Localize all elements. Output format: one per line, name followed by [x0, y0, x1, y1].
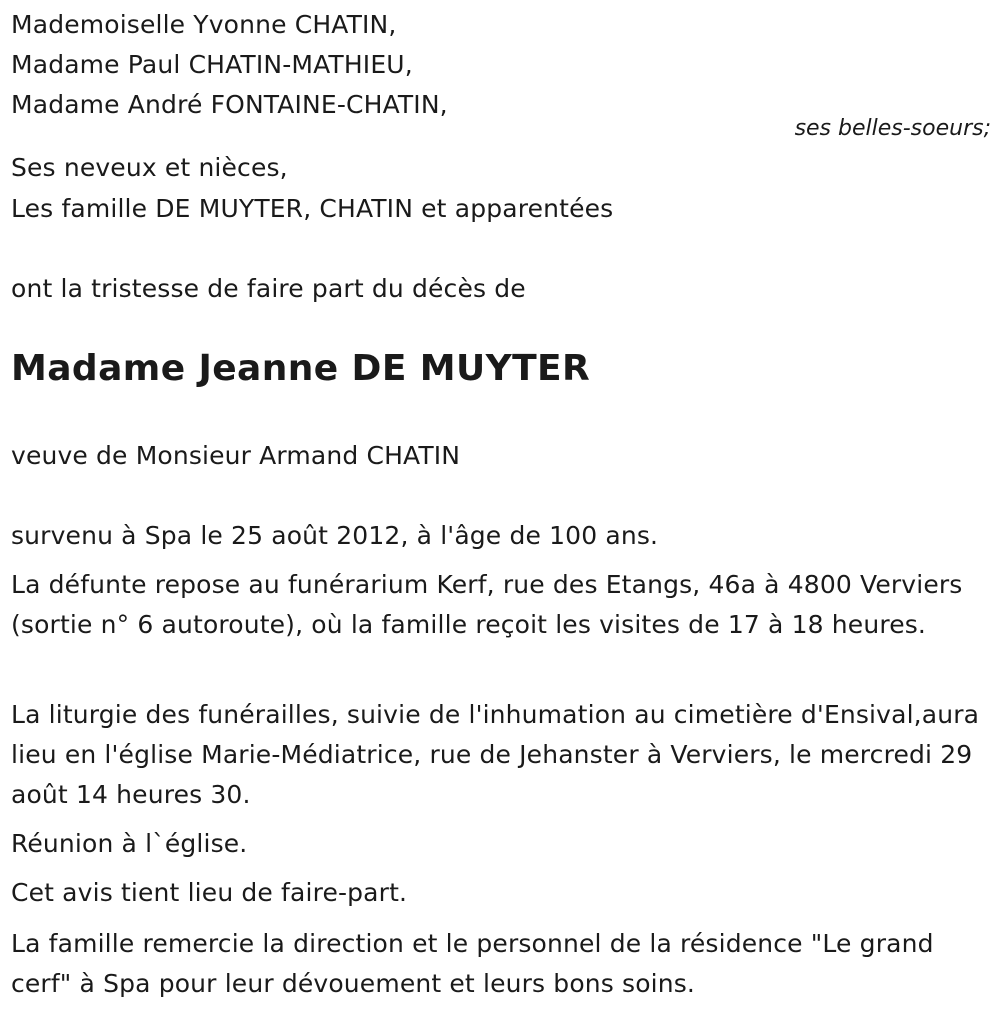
funeral-service-paragraph: La liturgie des funérailles, suivie de l'inhumation au cimetière d'Ensival,aura lieu en l'église Marie-Médiatrice, rue de Jehanster à Verviers, le mercredi 29 août 14 heures 30.: [11, 700, 980, 809]
families-line: Les famille DE MUYTER, CHATIN et apparentées: [11, 194, 614, 223]
funeral-home-paragraph: La défunte repose au funérarium Kerf, rue des Etangs, 46a à 4800 Verviers (sortie n° 6 autoroute), où la famille reçoit les visites de 17 à 18 heures.: [11, 570, 963, 639]
sister-in-law-1: Mademoiselle Yvonne CHATIN,: [11, 10, 397, 39]
notice-line: Cet avis tient lieu de faire-part.: [11, 878, 408, 907]
spouse-line: veuve de Monsieur Armand CHATIN: [11, 441, 461, 470]
sisters-in-law-role: ses belles-soeurs;: [794, 116, 991, 141]
death-date-line: survenu à Spa le 25 août 2012, à l'âge de 100 ans.: [11, 521, 659, 550]
sister-in-law-2: Madame Paul CHATIN-MATHIEU,: [11, 50, 413, 79]
meeting-line: Réunion à l`église.: [11, 829, 248, 858]
sister-in-law-3: Madame André FONTAINE-CHATIN,: [11, 90, 448, 119]
thanks-paragraph: La famille remercie la direction et le personnel de la résidence "Le grand cerf" à Spa pour leur dévouement et leurs bons soins.: [11, 929, 934, 998]
nephews-nieces: Ses neveux et nièces,: [11, 153, 288, 182]
announcement-text: ont la tristesse de faire part du décès de: [11, 274, 526, 303]
deceased-name: Madame Jeanne DE MUYTER: [11, 348, 591, 389]
